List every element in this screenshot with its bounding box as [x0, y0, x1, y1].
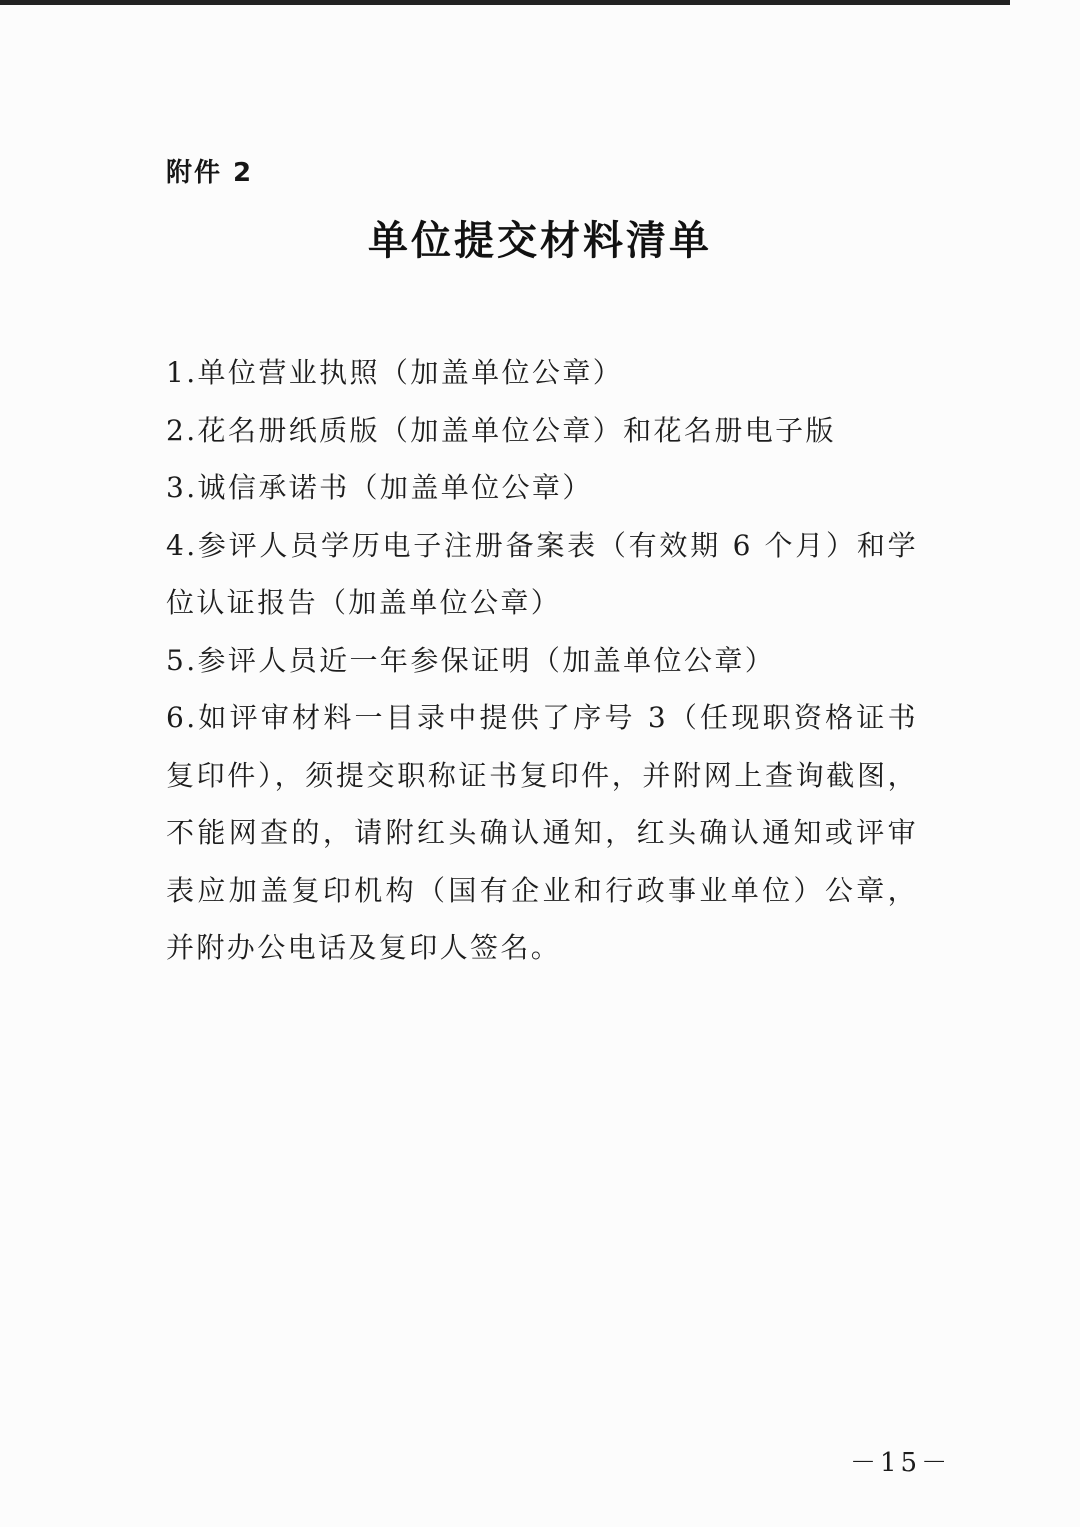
- list-item: 3.诚信承诺书（加盖单位公章）: [166, 471, 593, 504]
- page-title: 单位提交材料清单: [368, 217, 712, 264]
- list-item: 4.参评人员学历电子注册备案表（有效期 6 个月）和学位认证报告（加盖单位公章）: [166, 528, 918, 619]
- list-item: 2.花名册纸质版（加盖单位公章）和花名册电子版: [166, 413, 836, 447]
- list-item: 5.参评人员近一年参保证明（加盖单位公章）: [166, 643, 776, 677]
- list-item: 1.单位营业执照（加盖单位公章）: [166, 356, 624, 389]
- material-list: [166, 344, 918, 977]
- top-edge-rule: [0, 0, 1010, 5]
- list-item: 6.如评审材料一目录中提供了序号 3（任现职资格证书复印件），须提交职称证书复印件，并附网上查询截图，不能网查的，请附红头确认通知，红头确认通知或评审表应加盖复印机构（国有企业和行政事业单位）公章，并附办公电话及复印人签名。: [166, 701, 918, 964]
- attachment-label: 附件 2: [166, 158, 254, 188]
- page-number: －15－: [850, 1448, 952, 1478]
